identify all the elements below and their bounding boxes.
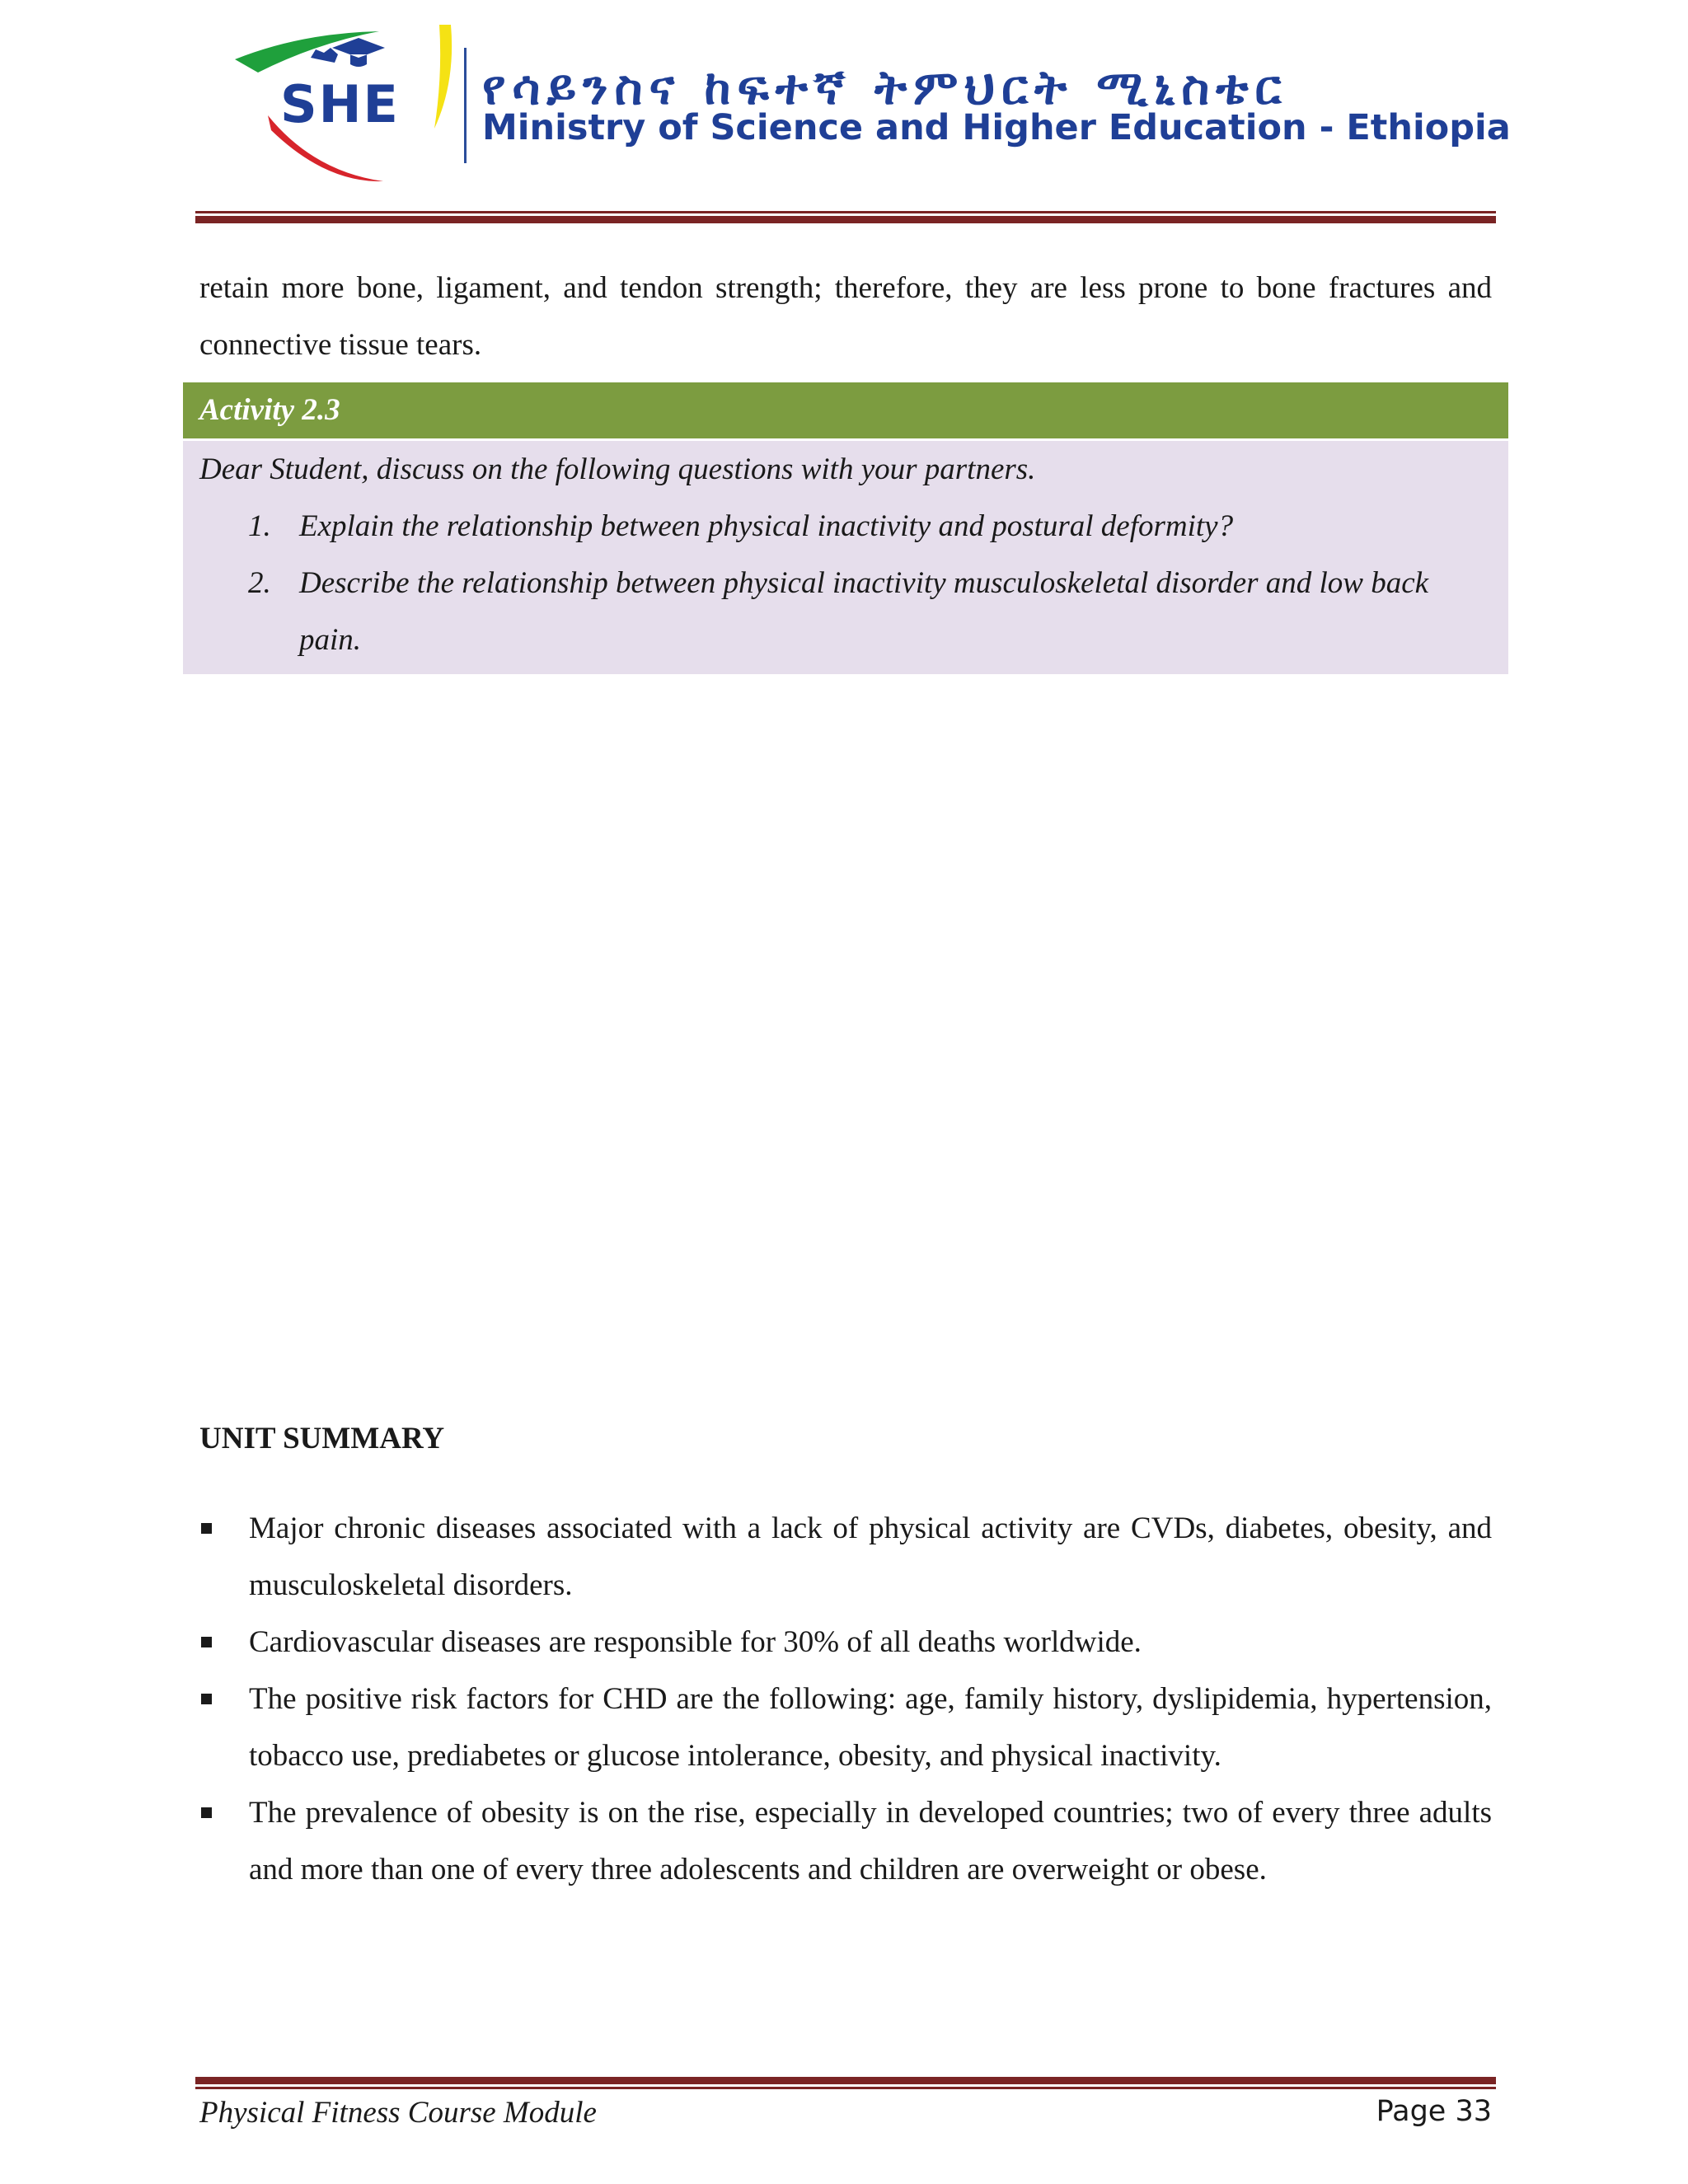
logo-yellow-swoosh	[434, 25, 452, 129]
summary-item-text: The prevalence of obesity is on the rise, especially in developed countries; two of every three adults and more than one of every three adolescents and children are overweight or obese.	[249, 1796, 1492, 1886]
page-number: Page 33	[1376, 2095, 1492, 2128]
activity-question	[199, 498, 1492, 555]
unit-summary-list	[199, 1500, 1492, 1898]
footer-course-title: Physical Fitness Course Module	[199, 2096, 597, 2130]
activity-title: Activity 2.3	[183, 382, 1508, 438]
summary-item-text: Cardiovascular diseases are responsible for 30% of all deaths worldwide.	[249, 1625, 1142, 1659]
question-number: 1.	[248, 509, 271, 543]
intro-paragraph: retain more bone, ligament, and tendon strength; therefore, they are less prone to bone fractures and connective tissue tears.	[199, 271, 1492, 362]
summary-item-text: Major chronic diseases associated with a lack of physical activity are CVDs, diabetes, obesity, and musculoskeletal disorders.	[249, 1511, 1492, 1602]
header-rule-thick	[195, 216, 1496, 223]
square-bullet-icon	[201, 1637, 212, 1647]
square-bullet-icon	[201, 1807, 212, 1818]
activity-intro: Dear Student, discuss on the following questions with your partners.	[199, 452, 1036, 486]
footer-rule-thin	[195, 2087, 1496, 2089]
activity-questions	[199, 498, 1492, 668]
square-bullet-icon	[201, 1523, 212, 1534]
header-rule-thin	[195, 211, 1496, 213]
question-text: Explain the relationship between physical inactivity and postural deformity?	[299, 509, 1234, 543]
graduation-cap-icon	[332, 38, 385, 67]
gear-icon	[311, 48, 338, 63]
list-item	[199, 1614, 1492, 1671]
question-text: Describe the relationship between physical inactivity musculoskeletal disorder and low back pain.	[299, 566, 1429, 657]
summary-item-text: The positive risk factors for CHD are the following: age, family history, dyslipidemia, hypertension, tobacco use, prediabetes or glucose intolerance, obesity, and physical inactivity.	[249, 1682, 1492, 1773]
list-item	[199, 1500, 1492, 1614]
ministry-name-amharic: የሳይንስና ከፍተኛ ትምህርት ሚኒስቴር	[482, 59, 1288, 115]
unit-summary-heading: UNIT SUMMARY	[199, 1422, 445, 1455]
logo-divider	[464, 48, 467, 163]
question-number: 2.	[248, 566, 271, 600]
list-item	[199, 1671, 1492, 1784]
logo-text: SHE	[280, 74, 400, 134]
square-bullet-icon	[201, 1694, 212, 1704]
list-item	[199, 1784, 1492, 1898]
activity-box	[183, 441, 1508, 674]
activity-question	[199, 555, 1492, 668]
footer-rule-thick	[195, 2077, 1496, 2084]
ministry-name-english: Ministry of Science and Higher Education - Ethiopia	[482, 107, 1511, 148]
she-logo	[235, 25, 466, 181]
